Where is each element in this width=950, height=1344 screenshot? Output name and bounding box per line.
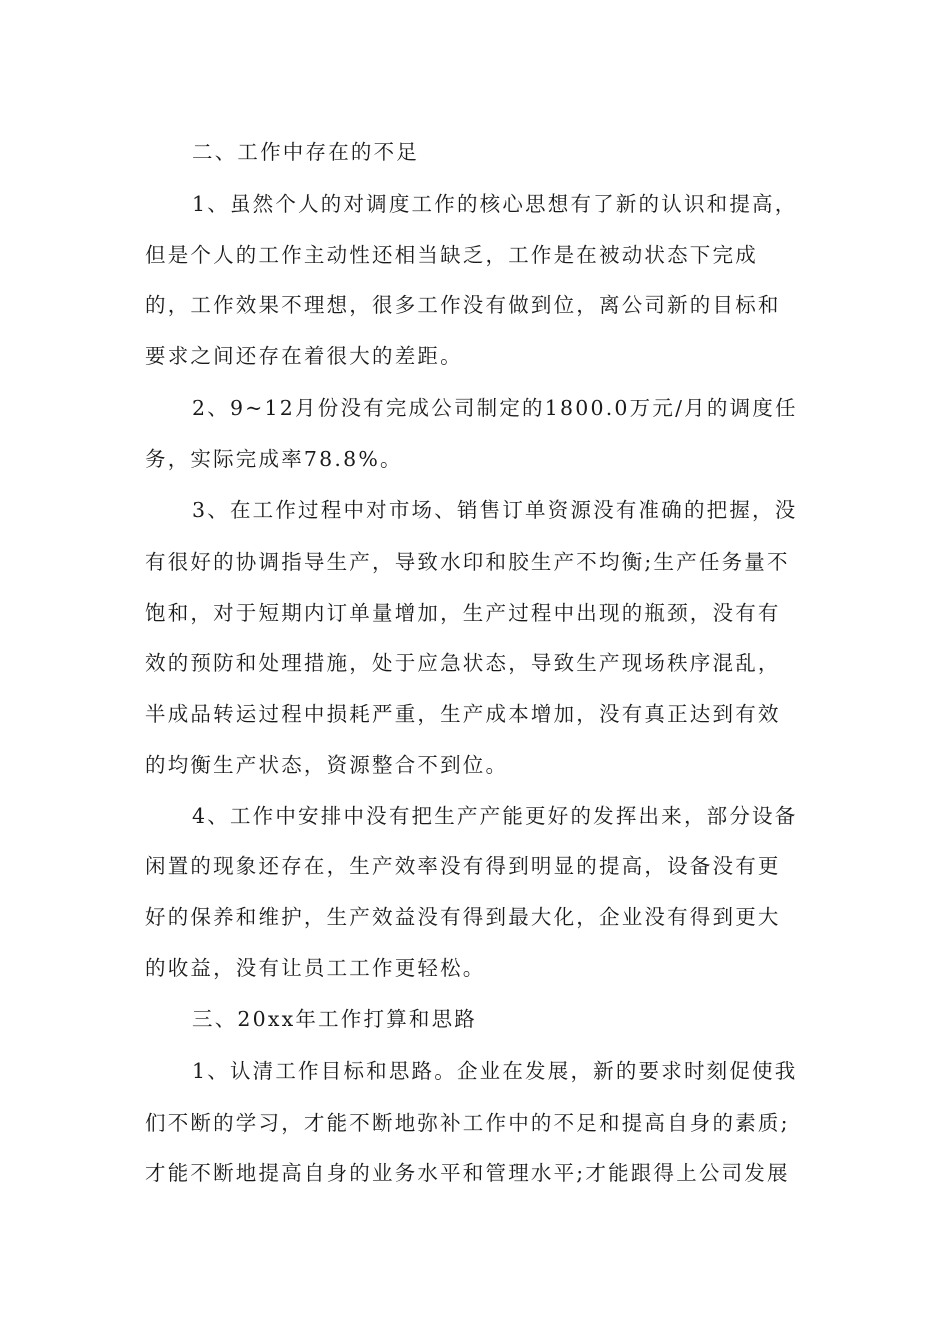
paragraph-line: 的，工作效果不理想，很多工作没有做到位，离公司新的目标和 <box>145 293 781 317</box>
paragraph-line: 闲置的现象还存在，生产效率没有得到明显的提高，设备没有更 <box>145 854 781 878</box>
section-heading-shortcomings: 二、工作中存在的不足 <box>192 140 419 164</box>
paragraph-line: 有很好的协调指导生产，导致水印和胶生产不均衡;生产任务量不 <box>145 550 790 574</box>
paragraph-line: 效的预防和处理措施，处于应急状态，导致生产现场秩序混乱， <box>145 651 781 675</box>
paragraph-line: 1、虽然个人的对调度工作的核心思想有了新的认识和提高， <box>192 192 798 216</box>
paragraph-line: 的收益，没有让员工工作更轻松。 <box>145 956 486 980</box>
paragraph-line: 务，实际完成率78.8%。 <box>145 447 403 471</box>
paragraph-line: 们不断的学习，才能不断地弥补工作中的不足和提高自身的素质; <box>145 1111 790 1135</box>
paragraph-line: 3、在工作过程中对市场、销售订单资源没有准确的把握，没 <box>192 498 798 522</box>
paragraph-line: 4、工作中安排中没有把生产产能更好的发挥出来，部分设备 <box>192 804 798 828</box>
paragraph-line: 2、9~12月份没有完成公司制定的1800.0万元/月的调度任 <box>192 396 798 420</box>
paragraph-line: 半成品转运过程中损耗严重，生产成本增加，没有真正达到有效 <box>145 702 781 726</box>
paragraph-line: 好的保养和维护，生产效益没有得到最大化，企业没有得到更大 <box>145 905 781 929</box>
section-heading-plans: 三、20xx年工作打算和思路 <box>192 1007 478 1031</box>
paragraph-line: 饱和，对于短期内订单量增加，生产过程中出现的瓶颈，没有有 <box>145 601 781 625</box>
paragraph-line: 的均衡生产状态，资源整合不到位。 <box>145 753 509 777</box>
paragraph-line: 1、认清工作目标和思路。企业在发展，新的要求时刻促使我 <box>192 1059 798 1083</box>
paragraph-line: 才能不断地提高自身的业务水平和管理水平;才能跟得上公司发展 <box>145 1161 790 1185</box>
paragraph-line: 要求之间还存在着很大的差距。 <box>145 344 463 368</box>
paragraph-line: 但是个人的工作主动性还相当缺乏，工作是在被动状态下完成 <box>145 243 758 267</box>
